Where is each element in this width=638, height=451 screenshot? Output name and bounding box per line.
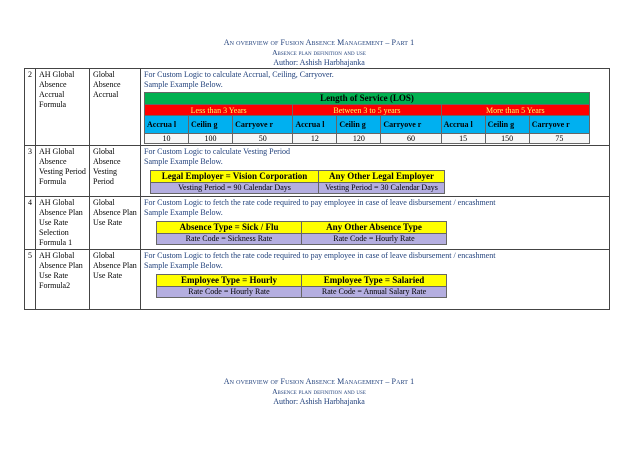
page-header [0,38,638,68]
absence-type-header: Any Other Absence Type [302,222,447,234]
los-table [144,92,590,144]
formula-description [141,250,610,310]
los-group: Between 3 to 5 years [293,105,441,116]
header-author: Author: Ashish Harbhajanka [273,58,365,67]
header-subtitle: Absence plan definition and use [272,48,366,57]
employee-type-value: Rate Code = Hourly Rate [157,287,302,298]
formula-name: AH Global Absence Plan Use Rate Selection Formula 1 [36,197,90,250]
los-value: 15 [441,134,485,144]
los-value: 150 [485,134,529,144]
vesting-header: Legal Employer = Vision Corporation [151,171,319,183]
los-col-header: Carryove r [529,116,589,134]
los-col-header: Carryove r [233,116,293,134]
description-sample: Sample Example Below. [144,208,223,217]
formula-name: AH Global Absence Accrual Formula [36,69,90,146]
next-page-header [0,377,638,407]
formula-description [141,69,610,146]
los-group: Less than 3 Years [145,105,293,116]
row-number: 2 [25,69,36,146]
los-col-header: Accrua l [145,116,189,134]
los-value: 12 [293,134,337,144]
description-text: For Custom Logic to fetch the rate code required to pay employee in case of leave disbursement / encashment [144,251,496,260]
los-value: 100 [189,134,233,144]
table-row [25,69,610,146]
formula-type: Global Absence Plan Use Rate [90,250,141,310]
header-subtitle: Absence plan definition and use [272,387,366,396]
vesting-header: Any Other Legal Employer [319,171,445,183]
header-title: An overview of Fusion Absence Management – Part 1 [223,377,415,386]
absence-type-header: Absence Type = Sick / Flu [157,222,302,234]
employee-type-value: Rate Code = Annual Salary Rate [302,287,447,298]
los-col-header: Ceilin g [189,116,233,134]
los-title: Length of Service (LOS) [145,93,590,105]
description-sample: Sample Example Below. [144,261,223,270]
los-value: 50 [233,134,293,144]
los-col-header: Accrua l [441,116,485,134]
description-text: For Custom Logic to fetch the rate code required to pay employee in case of leave disbursement / encashment [144,198,496,207]
header-title: An overview of Fusion Absence Management – Part 1 [223,38,415,47]
employee-type-table [156,274,447,298]
los-col-header: Accrua l [293,116,337,134]
formula-type: Global Absence Plan Use Rate [90,197,141,250]
vesting-value: Vesting Period = 30 Calendar Days [319,183,445,194]
formula-type: Global Absence Vesting Period [90,146,141,197]
absence-type-value: Rate Code = Sickness Rate [157,234,302,245]
vesting-value: Vesting Period = 90 Calendar Days [151,183,319,194]
employee-type-header: Employee Type = Salaried [302,275,447,287]
los-value: 10 [145,134,189,144]
formula-type: Global Absence Accrual [90,69,141,146]
formula-name: AH Global Absence Vesting Period Formula [36,146,90,197]
vesting-table [150,170,445,194]
los-col-header: Ceilin g [337,116,381,134]
formula-description [141,197,610,250]
formula-name: AH Global Absence Plan Use Rate Formula2 [36,250,90,310]
description-sample: Sample Example Below. [144,80,223,89]
absence-type-table [156,221,447,245]
los-col-header: Ceilin g [485,116,529,134]
los-group: More than 5 Years [441,105,589,116]
table-row [25,197,610,250]
employee-type-header: Employee Type = Hourly [157,275,302,287]
los-value: 60 [381,134,441,144]
row-number: 5 [25,250,36,310]
description-sample: Sample Example Below. [144,157,223,166]
table-row [25,250,610,310]
formula-table [24,68,610,310]
los-col-header: Carryove r [381,116,441,134]
los-value: 120 [337,134,381,144]
absence-type-value: Rate Code = Hourly Rate [302,234,447,245]
description-text: For Custom Logic to calculate Vesting Period [144,147,291,156]
formula-description [141,146,610,197]
table-row [25,146,610,197]
row-number: 3 [25,146,36,197]
row-number: 4 [25,197,36,250]
los-value: 75 [529,134,589,144]
description-text: For Custom Logic to calculate Accrual, Ceiling, Carryover. [144,70,334,79]
header-author: Author: Ashish Harbhajanka [273,397,365,406]
